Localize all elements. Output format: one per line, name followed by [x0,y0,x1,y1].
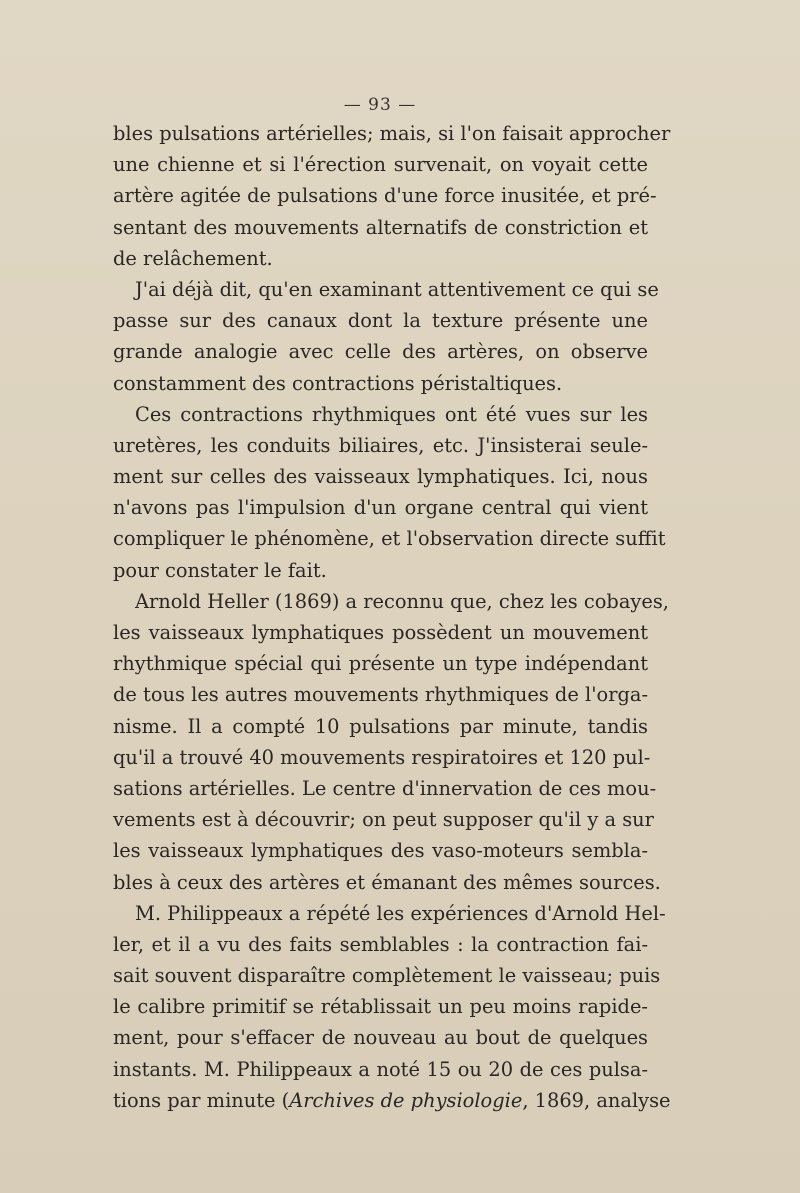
body-text [113,118,671,1116]
text-line: grande analogie avec celle des artères, on observe [113,340,648,364]
text-line: le calibre primitif se rétablissait un peu moins rapide- [113,995,648,1019]
text-line: instants. M. Philippeaux a noté 15 ou 20 de ces pulsa- [113,1057,648,1081]
text-line: sations artérielles. Le centre d'innervation de ces mou- [113,776,657,800]
text-line: M. Philippeaux a répété les expériences d'Arnold Hel- [135,901,666,925]
text-line: nisme. Il a compté 10 pulsations par minute, tandis [113,714,648,738]
text-line: sentant des mouvements alternatifs de constriction et [113,215,648,239]
text-line: passe sur des canaux dont la texture présente une [113,309,648,333]
text-line: artère agitée de pulsations d'une force inusitée, et pré- [113,184,657,208]
text-line: rhythmique spécial qui présente un type indépendant [113,652,648,676]
text-line: ler, et il a vu des faits semblables : la contraction fai- [113,932,648,956]
text-line: de relâchement. [113,246,273,270]
text-line [113,1085,671,1116]
text-line: les vaisseaux lymphatiques des vaso-moteurs sembla- [113,839,648,863]
text-line: bles à ceux des artères et émanant des mêmes sources. [113,870,661,894]
text-line: J'ai déjà dit, qu'en examinant attentivement ce qui se [135,277,659,301]
text-line: qu'il a trouvé 40 mouvements respiratoires et 120 pul- [113,745,651,769]
text-line: ment sur celles des vaisseaux lymphatiques. Ici, nous [113,465,648,489]
text-line: pour constater le fait. [113,558,327,582]
text-line: constamment des contractions péristaltiques. [113,371,563,395]
text-line: Ces contractions rhythmiques ont été vues sur les [135,402,648,426]
text-line: compliquer le phénomène, et l'observation directe suffit [113,527,666,551]
text-segment: , 1869, analyse [522,1088,671,1112]
text-line: les vaisseaux lymphatiques possèdent un mouvement [113,621,648,644]
text-line: une chienne et si l'érection survenait, on voyait cette [113,153,648,177]
text-line: ment, pour s'effacer de nouveau au bout de quelques [113,1026,648,1050]
text-line: uretères, les conduits biliaires, etc. J'insisterai seule- [113,433,648,457]
journal-title: Archives de physiologie [289,1088,523,1112]
text-line: vements est à découvrir; on peut supposer qu'il y a sur [113,808,654,832]
text-segment: tions par minute ( [113,1088,290,1112]
text-line: de tous les autres mouvements rhythmiques de l'orga- [113,683,648,707]
text-line: bles pulsations artérielles; mais, si l'on faisait approcher [113,122,671,145]
text-line: n'avons pas l'impulsion d'un organe central qui vient [113,496,648,520]
text-line: sait souvent disparaître complètement le vaisseau; puis [113,964,661,988]
page-number: — 93 — [343,95,417,115]
text-line: Arnold Heller (1869) a reconnu que, chez les cobayes, [135,589,669,613]
